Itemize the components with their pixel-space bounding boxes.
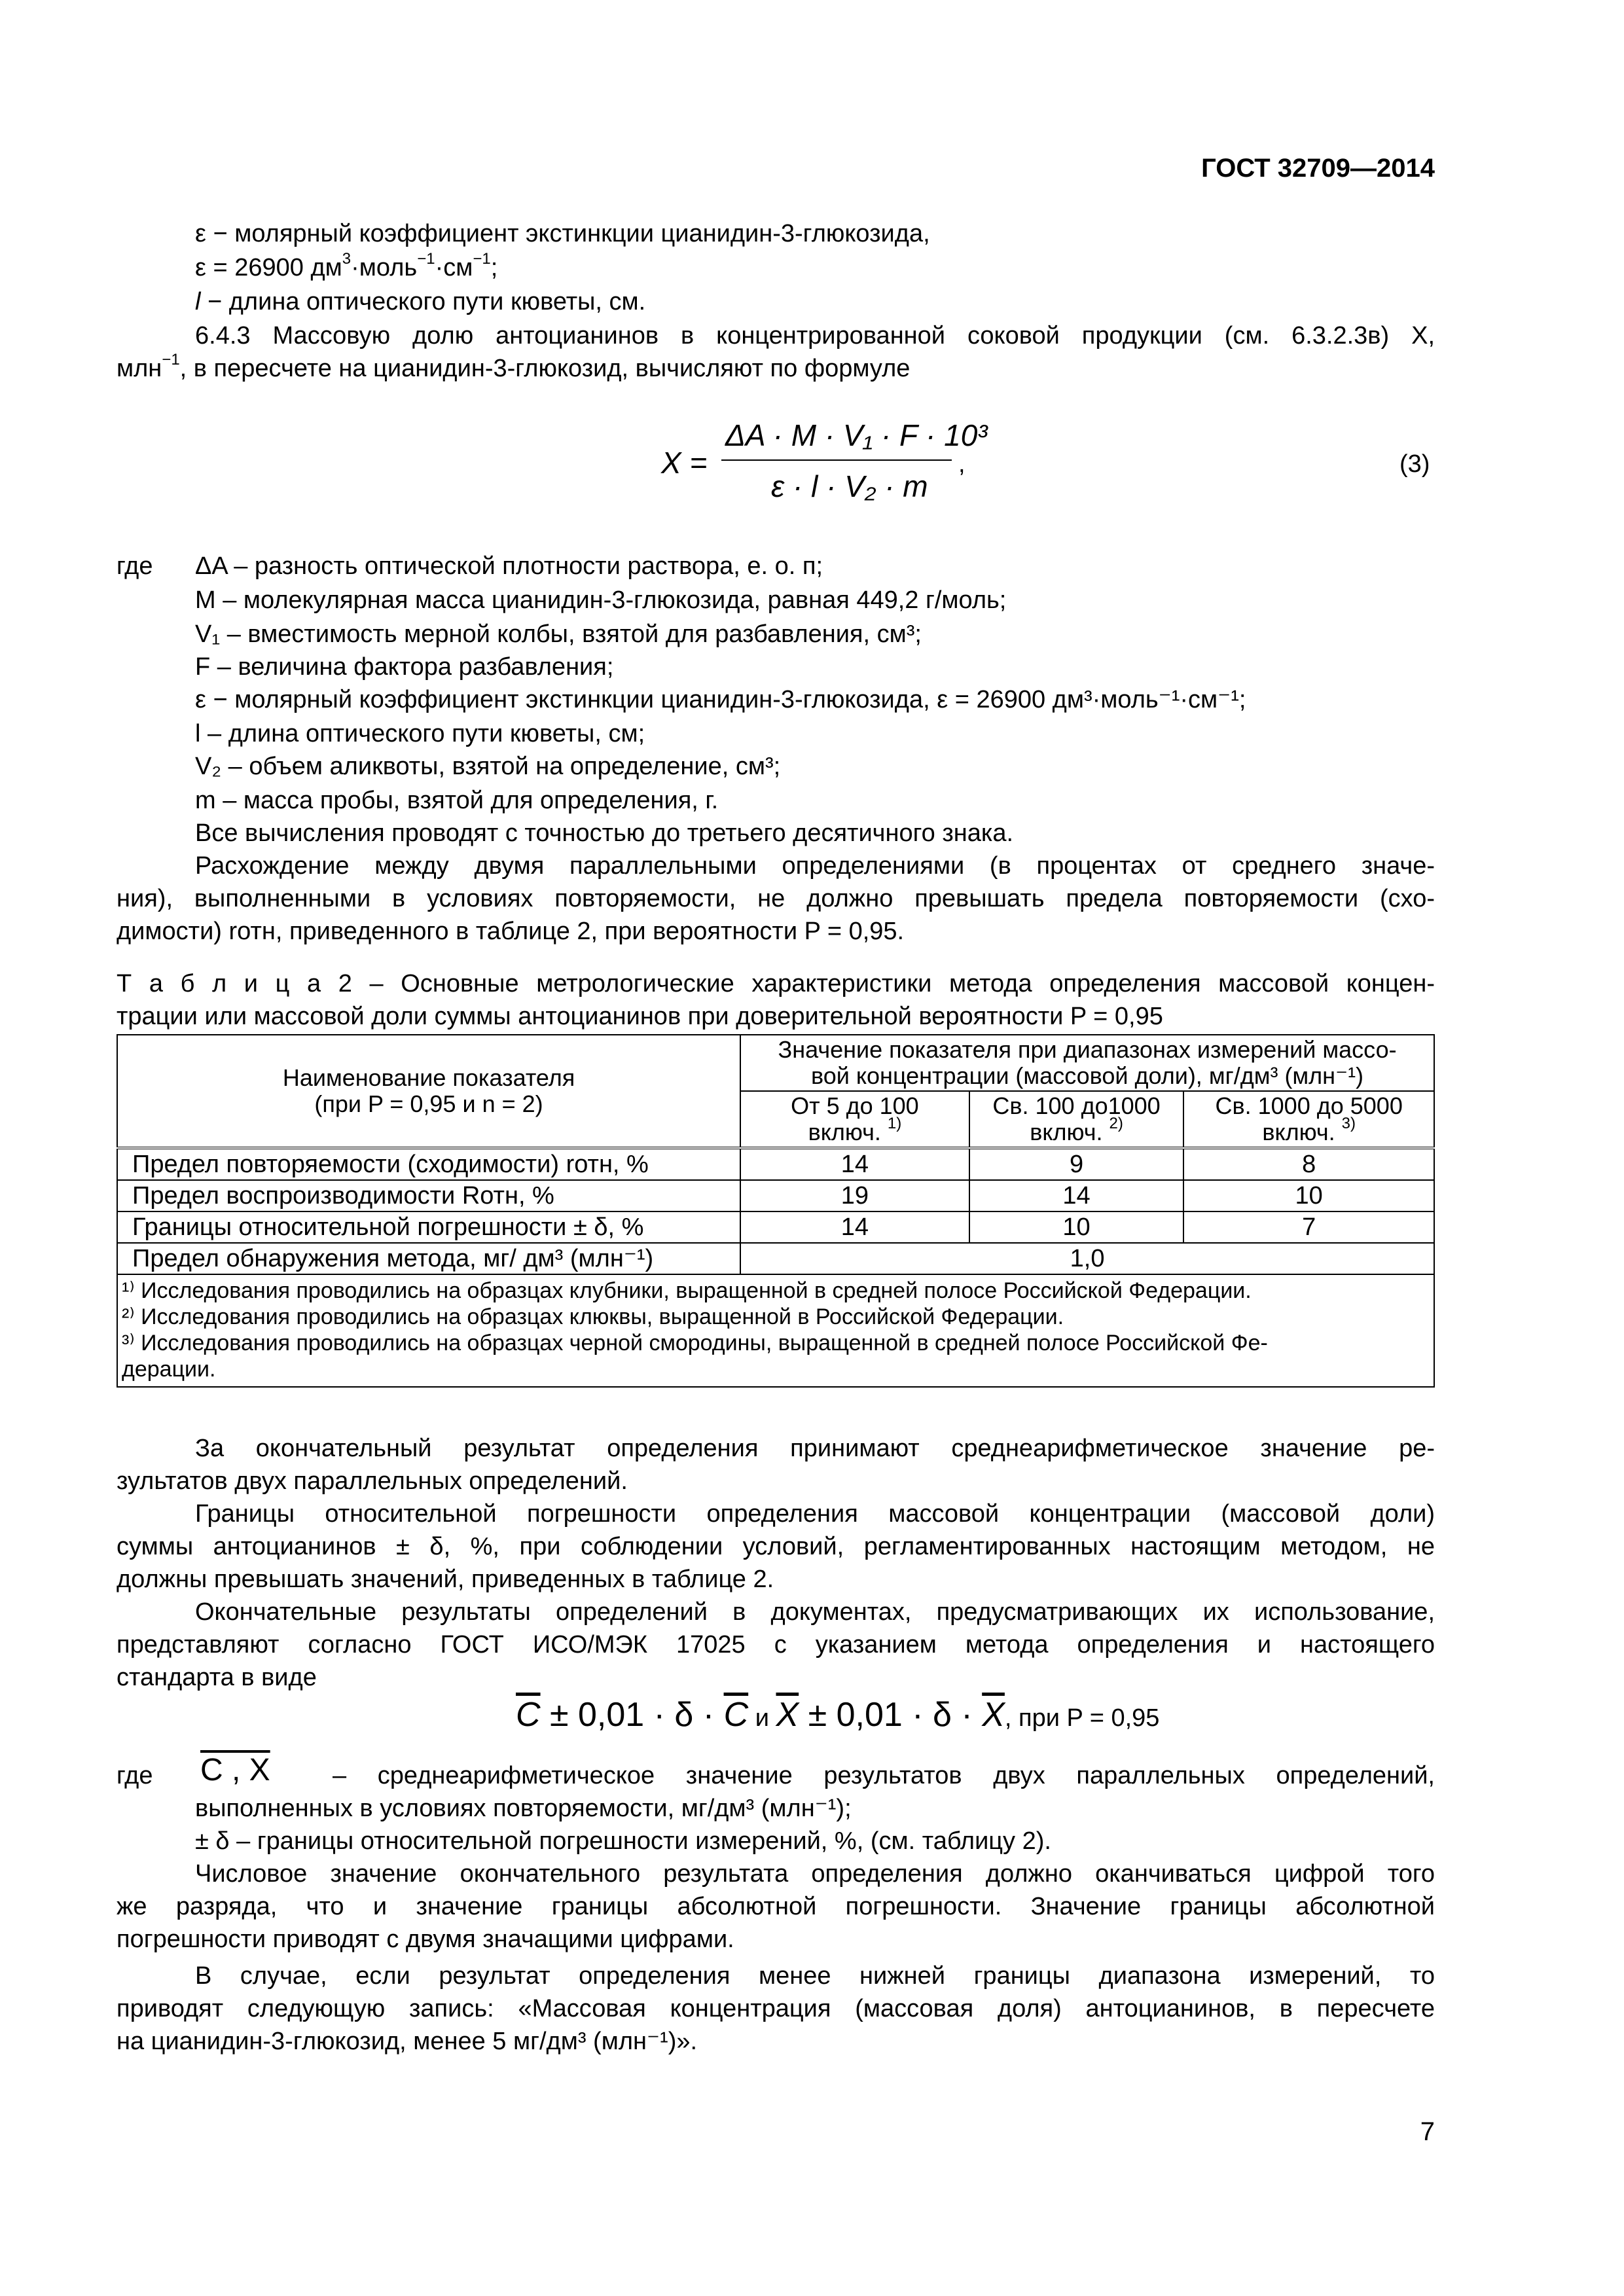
row-name: Предел обнаружения метода, мг/ дм³ (млн⁻¹) bbox=[117, 1243, 740, 1274]
cell-value: 10 bbox=[969, 1211, 1184, 1243]
cell-value: 1,0 bbox=[740, 1243, 1434, 1274]
formula-3-numerator: ΔA · M · V₁ · F · 10³ bbox=[725, 418, 988, 452]
numeric-line-2: же разряда, что и значение границы абсолютной погрешности. Значение границы абсолютной bbox=[117, 1893, 1435, 1920]
where-item: ΔA – разность оптической плотности раствора, е. о. п; bbox=[195, 552, 823, 580]
intro-line-1: ε − молярный коэффициент экстинкции цианидин-3-глюкозида, bbox=[195, 220, 930, 247]
intro-line-2: ε = 26900 $дм^3\cdot моль^{-1}\cdot см^{-1}$; bbox=[195, 250, 498, 281]
where-2-line-2: выполненных в условиях повторяемости, мг/дм³ (млн⁻¹); bbox=[195, 1795, 852, 1822]
row-name: Предел повторяемости (сходимости) rотн, % bbox=[117, 1148, 740, 1180]
formula-3-denominator: ε · l · V₂ · m bbox=[771, 469, 928, 503]
intro-line-3: l − длина оптического пути кюветы, см. bbox=[195, 288, 646, 315]
bounds-line-2: суммы антоцианинов ± δ, %, при соблюдении условий, регламентированных настоящим методом, не bbox=[117, 1533, 1435, 1560]
calc-precision: Все вычисления проводят с точностью до третьего десятичного знака. bbox=[195, 819, 1014, 847]
table-2 bbox=[117, 1034, 1435, 1388]
header-value-ranges: Значение показателя при диапазонах измерений массо- вой концентрации (массовой доли), мг/дм³ (млн⁻¹) bbox=[740, 1035, 1434, 1091]
table-note: ¹⁾ Исследования проводились на образцах клубники, выращенной в средней полосе Российской Федерации. bbox=[122, 1278, 1252, 1303]
range-col-2: Св. 100 до1000 включ. $^{2)}$ bbox=[969, 1091, 1184, 1148]
para-6-4-3-line-1: 6.4.3 Массовую долю антоцианинов в концентрированной соковой продукции (см. 6.3.2.3в) X, bbox=[195, 322, 1435, 350]
range-col-3: Св. 1000 до 5000 включ. $^{3)}$ bbox=[1183, 1091, 1434, 1148]
where-2-symbols: C , X bbox=[200, 1753, 270, 1787]
table-row-detection-limit bbox=[117, 1243, 1434, 1274]
bounds-line-1: Границы относительной погрешности определения массовой концентрации (массовой доли) bbox=[195, 1500, 1435, 1528]
table-note: ²⁾ Исследования проводились на образцах клюквы, выращенной в Российской Федерации. bbox=[122, 1304, 1064, 1329]
range-col-1: От 5 до 100 включ. $^{1)}$ bbox=[740, 1091, 969, 1148]
table-2-caption-line-1: Т а б л и ц а 2 – Основные метрологические характеристики метода определения массовой концен- bbox=[117, 970, 1435, 997]
table-row bbox=[117, 1148, 1434, 1180]
formula-result: $\overline{C} \pm 0,01 \cdot \delta \cdot \overline{C}$ и $\overline{X} \pm 0,01 \cdot \delta \cdot \overline{X}$, при P = 0,95 bbox=[516, 1696, 1160, 1734]
where-item: F – величина фактора разбавления; bbox=[195, 653, 614, 681]
table-row bbox=[117, 1211, 1434, 1243]
divergence-line-3: димости) rотн, приведенного в таблице 2, при вероятности P = 0,95. bbox=[117, 918, 905, 945]
cell-value: 14 bbox=[969, 1180, 1184, 1211]
header-indicator-name: Наименование показателя (при P = 0,95 и n = 2) bbox=[117, 1035, 740, 1148]
table-row bbox=[117, 1180, 1434, 1211]
where-label: где bbox=[117, 552, 153, 580]
numeric-line-1: Числовое значение окончательного результата определения должно оканчиваться цифрой того bbox=[195, 1860, 1435, 1888]
table-note: ³⁾ Исследования проводились на образцах черной смородины, выращенной в средней полосе Российской Фе- bbox=[122, 1331, 1268, 1355]
table-notes bbox=[117, 1274, 1434, 1387]
row-name: Границы относительной погрешности ± δ, % bbox=[117, 1211, 740, 1243]
formula-3-number: (3) bbox=[1399, 450, 1430, 478]
cell-value: 8 bbox=[1183, 1148, 1434, 1180]
divergence-line-1: Расхождение между двумя параллельными определениями (в процентах от среднего значе- bbox=[195, 852, 1435, 880]
case-line-2: приводят следующую запись: «Массовая концентрация (массовая доля) антоцианинов, в пересчете bbox=[117, 1995, 1435, 2022]
case-line-3: на цианидин-3-глюкозид, менее 5 мг/дм³ (млн⁻¹)». bbox=[117, 2028, 698, 2055]
cell-value: 10 bbox=[1183, 1180, 1434, 1211]
cell-value: 14 bbox=[740, 1148, 969, 1180]
where-item: M – молекулярная масса цианидин-3-глюкозида, равная 449,2 г/моль; bbox=[195, 586, 1007, 614]
page-number: 7 bbox=[1420, 2117, 1435, 2146]
case-line-1: В случае, если результат определения менее нижней границы диапазона измерений, то bbox=[195, 1962, 1435, 1990]
cell-value: 7 bbox=[1183, 1211, 1434, 1243]
where-2-line-1: – среднеарифметическое значение результатов двух параллельных определений, bbox=[333, 1762, 1435, 1789]
row-name: Предел воспроизводимости Rотн, % bbox=[117, 1180, 740, 1211]
result-line-1: За окончательный результат определения принимают среднеарифметическое значение ре- bbox=[195, 1435, 1435, 1462]
table-notes-row bbox=[117, 1274, 1434, 1387]
table-header-row bbox=[117, 1035, 1434, 1091]
where-item: m – масса пробы, взятой для определения, г. bbox=[195, 787, 719, 814]
where-item: ε − молярный коэффициент экстинкции цианидин-3-глюкозида, ε = 26900 дм³·моль⁻¹·см⁻¹; bbox=[195, 686, 1246, 713]
cell-value: 19 bbox=[740, 1180, 969, 1211]
where-2-line-3: ± δ – границы относительной погрешности измерений, %, (см. таблицу 2). bbox=[195, 1827, 1051, 1855]
cell-value: 14 bbox=[740, 1211, 969, 1243]
where-item: V₂ – объем аликвоты, взятой на определение, см³; bbox=[195, 753, 781, 780]
where-item: V₁ – вместимость мерной колбы, взятой для разбавления, см³; bbox=[195, 620, 922, 648]
divergence-line-2: ния), выполненными в условиях повторяемости, не должно превышать предела повторяемости (схо- bbox=[117, 885, 1435, 912]
final-line-2: представляют согласно ГОСТ ИСО/МЭК 17025 с указанием метода определения и настоящего bbox=[117, 1631, 1435, 1659]
bounds-line-3: должны превышать значений, приведенных в таблице 2. bbox=[117, 1566, 774, 1593]
document-header: ГОСТ 32709—2014 bbox=[1201, 154, 1435, 183]
para-6-4-3-line-2: млн$^{-1}$, в пересчете на цианидин-3-глюкозид, вычисляют по формуле bbox=[117, 351, 911, 382]
where-2-label: где bbox=[117, 1762, 153, 1789]
final-line-1: Окончательные результаты определений в документах, предусматривающих их использование, bbox=[195, 1598, 1435, 1626]
formula-3-lhs: X = bbox=[661, 446, 708, 480]
numeric-line-3: погрешности приводят с двумя значащими цифрами. bbox=[117, 1926, 734, 1953]
formula-3-comma: , bbox=[958, 450, 965, 478]
table-2-caption-line-2: трации или массовой доли суммы антоцианинов при доверительной вероятности P = 0,95 bbox=[117, 1003, 1163, 1030]
where-item: l – длина оптического пути кюветы, см; bbox=[195, 720, 645, 747]
final-line-3: стандарта в виде bbox=[117, 1664, 317, 1691]
table-note: дерации. bbox=[122, 1357, 216, 1382]
cell-value: 9 bbox=[969, 1148, 1184, 1180]
result-line-2: зультатов двух параллельных определений. bbox=[117, 1467, 628, 1495]
formula-3-fraction-bar bbox=[721, 459, 952, 461]
